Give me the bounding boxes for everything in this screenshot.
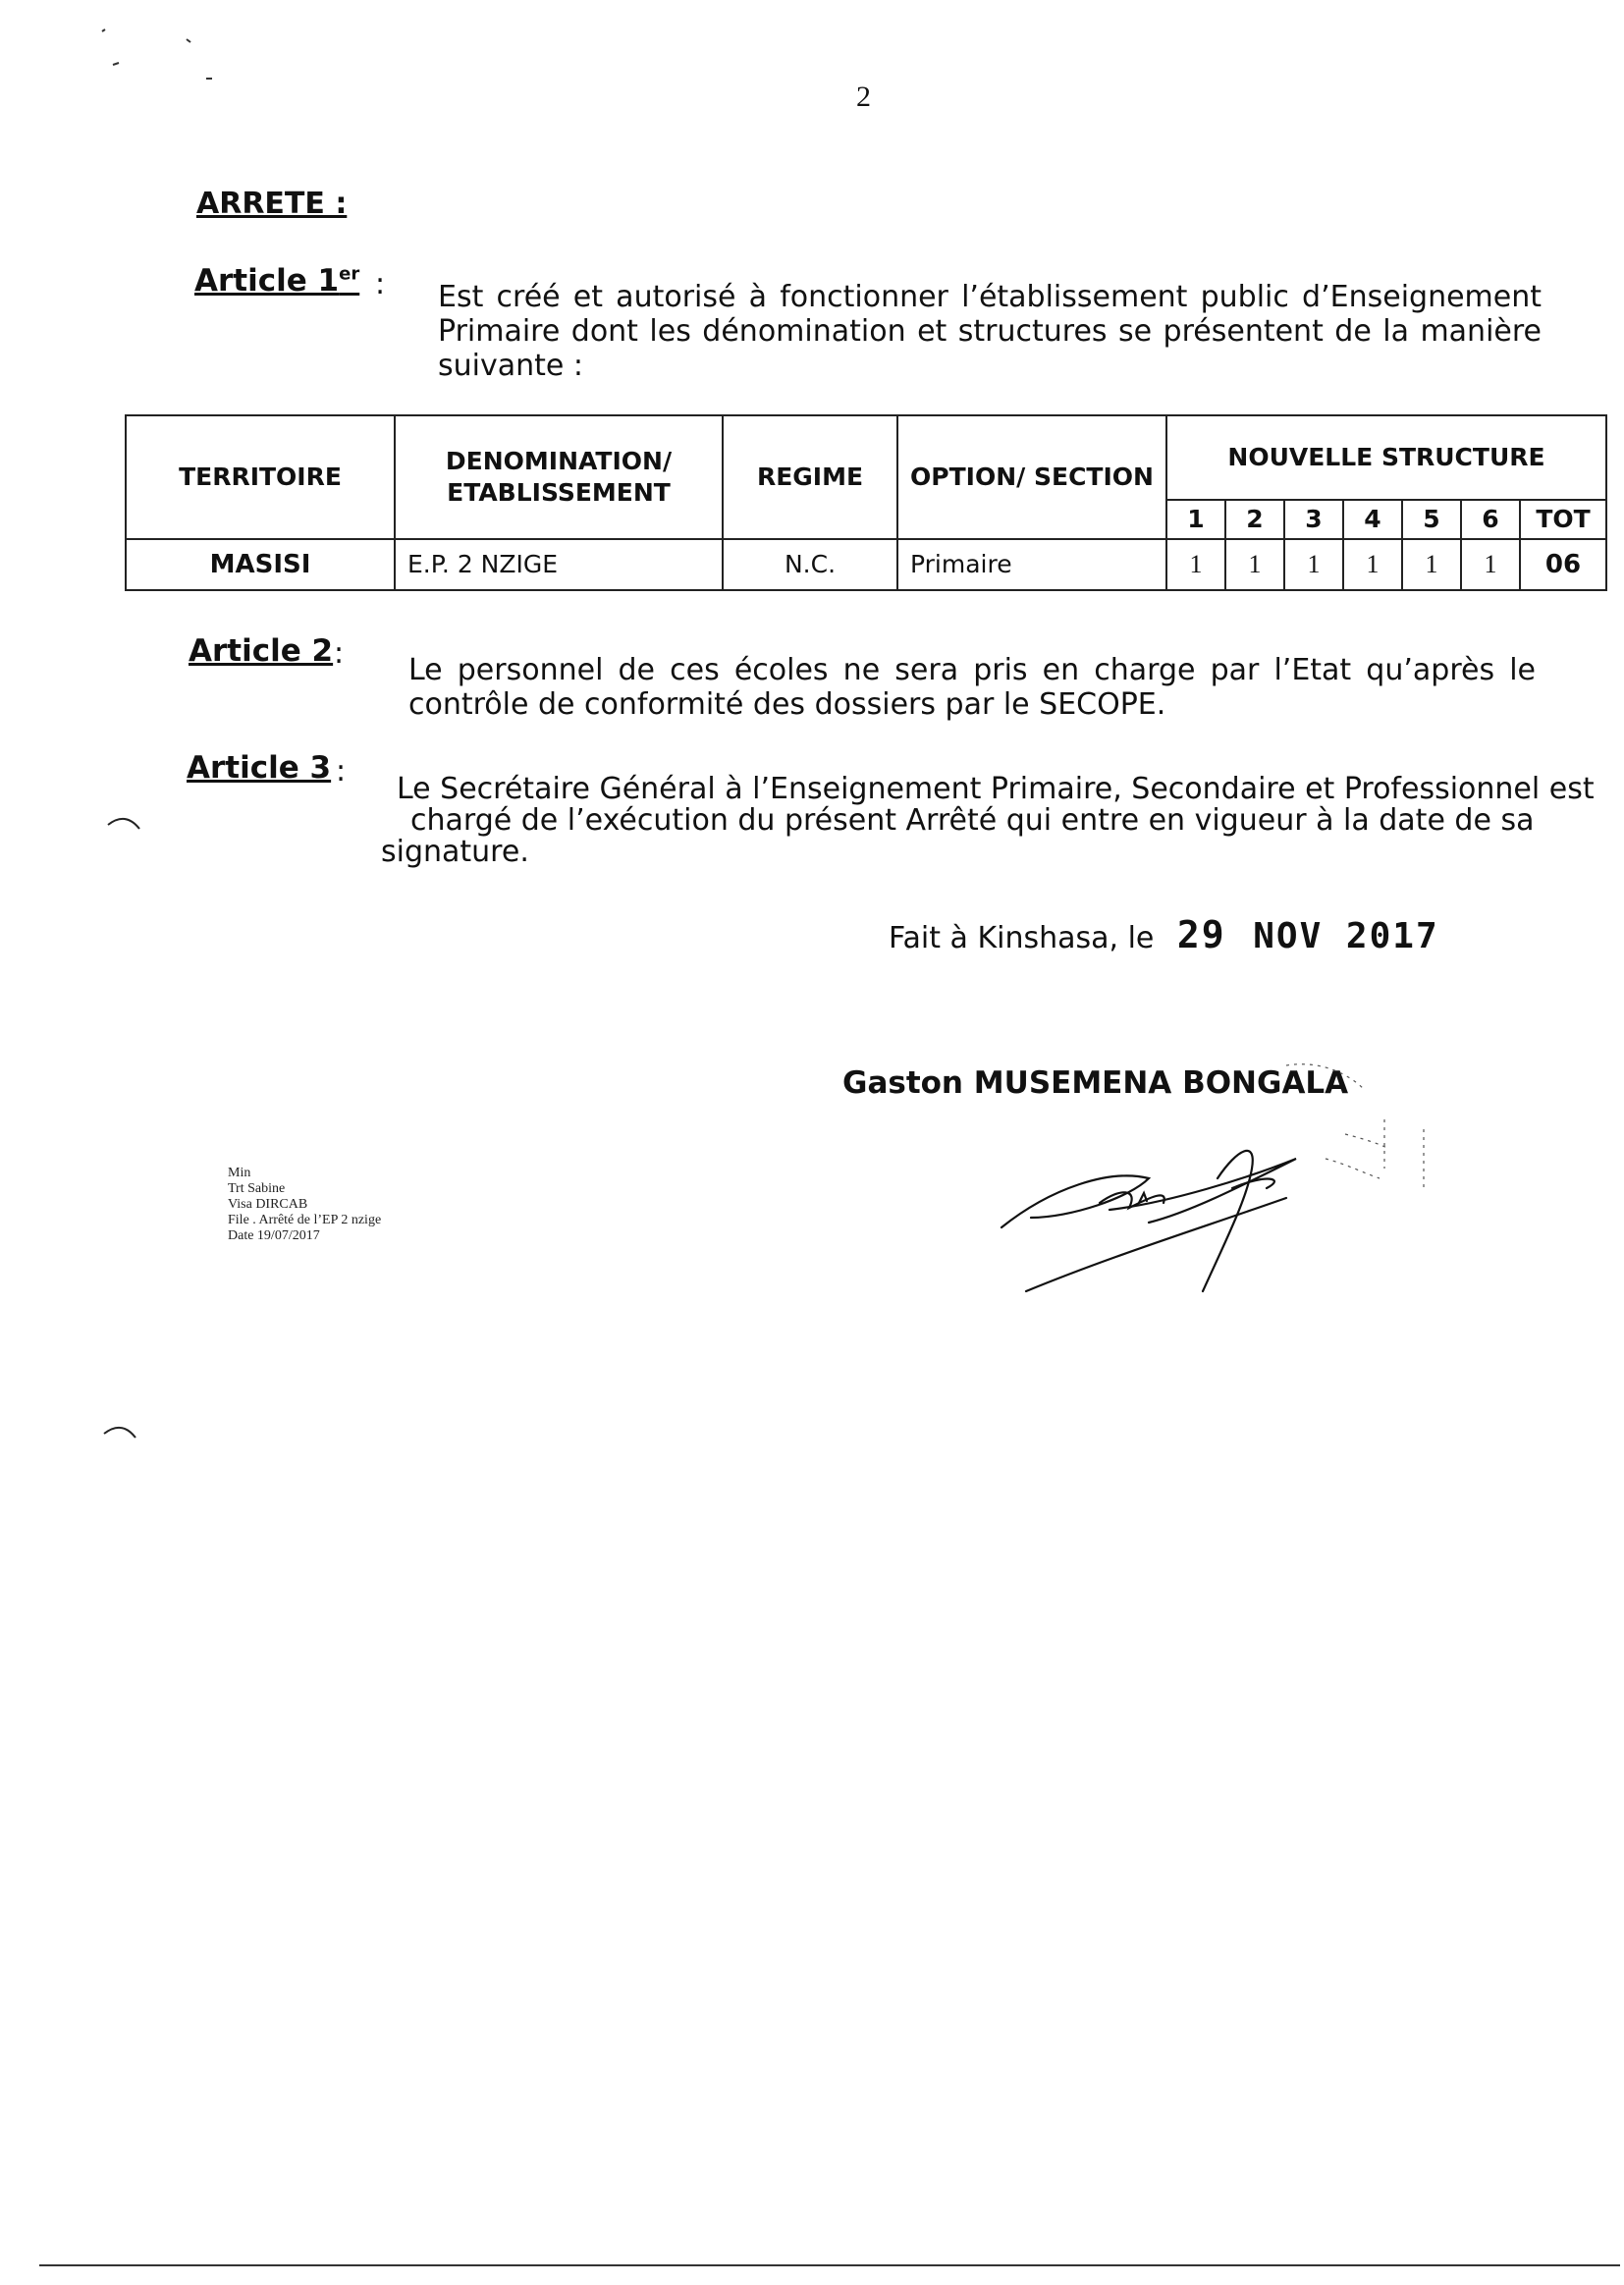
signature-image [992, 1041, 1443, 1316]
cell-value-4: 1 [1343, 539, 1402, 590]
header-regime: REGIME [723, 415, 897, 539]
reference-line: Date 19/07/2017 [228, 1228, 320, 1243]
sub-header-5: 5 [1402, 500, 1461, 539]
cell-value-1: 1 [1166, 539, 1225, 590]
header-option: OPTION/ SECTION [897, 415, 1166, 539]
date-prefix: Fait à Kinshasa, le [889, 921, 1155, 955]
article-3-line-3: signature. [381, 835, 529, 869]
page-number: 2 [856, 81, 871, 113]
cell-value-2: 1 [1225, 539, 1284, 590]
sub-header-2: 2 [1225, 500, 1284, 539]
structure-table [125, 414, 1607, 591]
cell-total: 06 [1520, 539, 1606, 590]
cell-regime: N.C. [723, 539, 897, 590]
footer-rule [39, 2264, 1620, 2266]
reference-line: Visa DIRCAB [228, 1197, 308, 1212]
reference-line: Min [228, 1166, 251, 1180]
date-day-stamp: 29 [1176, 913, 1226, 956]
sub-header-4: 4 [1343, 500, 1402, 539]
reference-block [228, 1166, 381, 1244]
signer-name: Gaston MUSEMENA BONGALA [842, 1065, 1349, 1101]
article-3-colon: : [336, 754, 347, 789]
article-3-label: Article 3 [187, 750, 332, 786]
article-1-superscript: er [339, 263, 360, 285]
sub-header-1: 1 [1166, 500, 1225, 539]
cell-territoire: MASISI [126, 539, 395, 590]
cell-option: Primaire [897, 539, 1166, 590]
article-1-colon: : [375, 267, 386, 301]
article-3-line-2: chargé de l’exécution du présent Arrêté qui entre en vigueur à la date de sa [410, 803, 1535, 838]
reference-line: File . Arrêté de l’EP 2 nzige [228, 1213, 382, 1227]
sub-header-6: 6 [1461, 500, 1520, 539]
sub-header-3: 3 [1284, 500, 1343, 539]
article-1-text: Est créé et autorisé à fonctionner l’établissement public d’Enseignement Primaire dont les dénomination et structures se présentent de la manière suivante : [438, 280, 1542, 383]
header-nouvelle-structure: NOUVELLE STRUCTURE [1166, 415, 1606, 500]
reference-line: Trt Sabine [228, 1181, 286, 1196]
date-month-year-stamp: NOV 2017 [1253, 916, 1439, 956]
sub-header-total: TOT [1520, 500, 1606, 539]
article-1-label: Article 1er [194, 263, 360, 299]
header-territoire: TERRITOIRE [126, 415, 395, 539]
decree-heading: ARRETE : [196, 187, 348, 221]
cell-value-3: 1 [1284, 539, 1343, 590]
article-2-label: Article 2 [189, 633, 334, 669]
cell-value-6: 1 [1461, 539, 1520, 590]
date-line [889, 913, 1439, 956]
cell-denomination: E.P. 2 NZIGE [395, 539, 723, 590]
cell-value-5: 1 [1402, 539, 1461, 590]
article-2-colon: : [334, 636, 345, 671]
article-2-text: Le personnel de ces écoles ne sera pris en charge par l’Etat qu’après le contrôle de conformité des dossiers par le SECOPE. [408, 653, 1536, 722]
article-3-line-1: Le Secrétaire Général à l’Enseignement Primaire, Secondaire et Professionnel est [397, 772, 1595, 806]
header-denomination: DENOMINATION/ ETABLISSEMENT [395, 415, 723, 539]
